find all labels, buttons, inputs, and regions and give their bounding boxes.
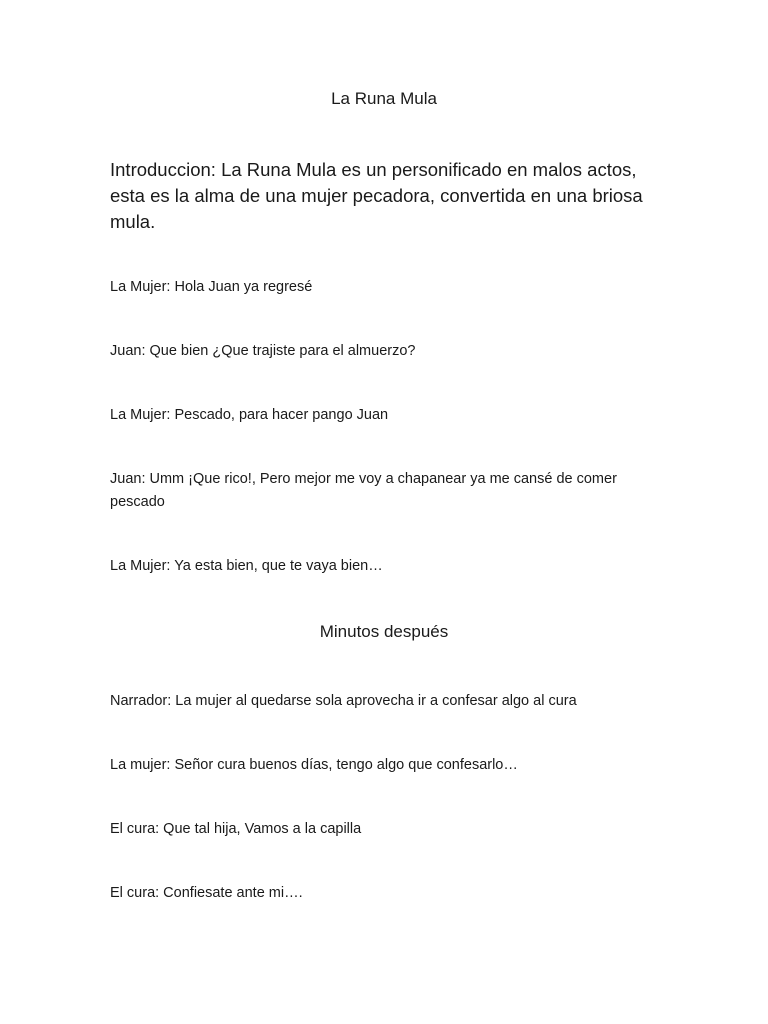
dialogue-line: Juan: Umm ¡Que rico!, Pero mejor me voy a chapanear ya me cansé de comer pescado bbox=[110, 471, 617, 510]
dialogue-line: El cura: Que tal hija, Vamos a la capilla bbox=[110, 821, 362, 837]
document-title: La Runa Mula bbox=[331, 89, 437, 108]
dialogue-line: Juan: Que bien ¿Que trajiste para el almuerzo? bbox=[110, 343, 416, 359]
dialogue-line: La mujer: Señor cura buenos días, tengo algo que confesarlo… bbox=[110, 757, 518, 773]
section-subtitle: Minutos después bbox=[319, 622, 449, 641]
dialogue-line: La Mujer: Pescado, para hacer pango Juan bbox=[110, 407, 389, 423]
introduction-paragraph: Introduccion: La Runa Mula es un personificado en malos actos, esta es la alma de una mujer pecadora, convertida en una briosa mula. bbox=[110, 159, 643, 232]
dialogue-line: El cura: Confiesate ante mi…. bbox=[110, 885, 303, 901]
dialogue-line: La Mujer: Ya esta bien, que te vaya bien… bbox=[110, 558, 383, 574]
dialogue-line: La Mujer: Hola Juan ya regresé bbox=[110, 279, 313, 295]
dialogue-line: Narrador: La mujer al quedarse sola aprovecha ir a confesar algo al cura bbox=[110, 693, 577, 709]
